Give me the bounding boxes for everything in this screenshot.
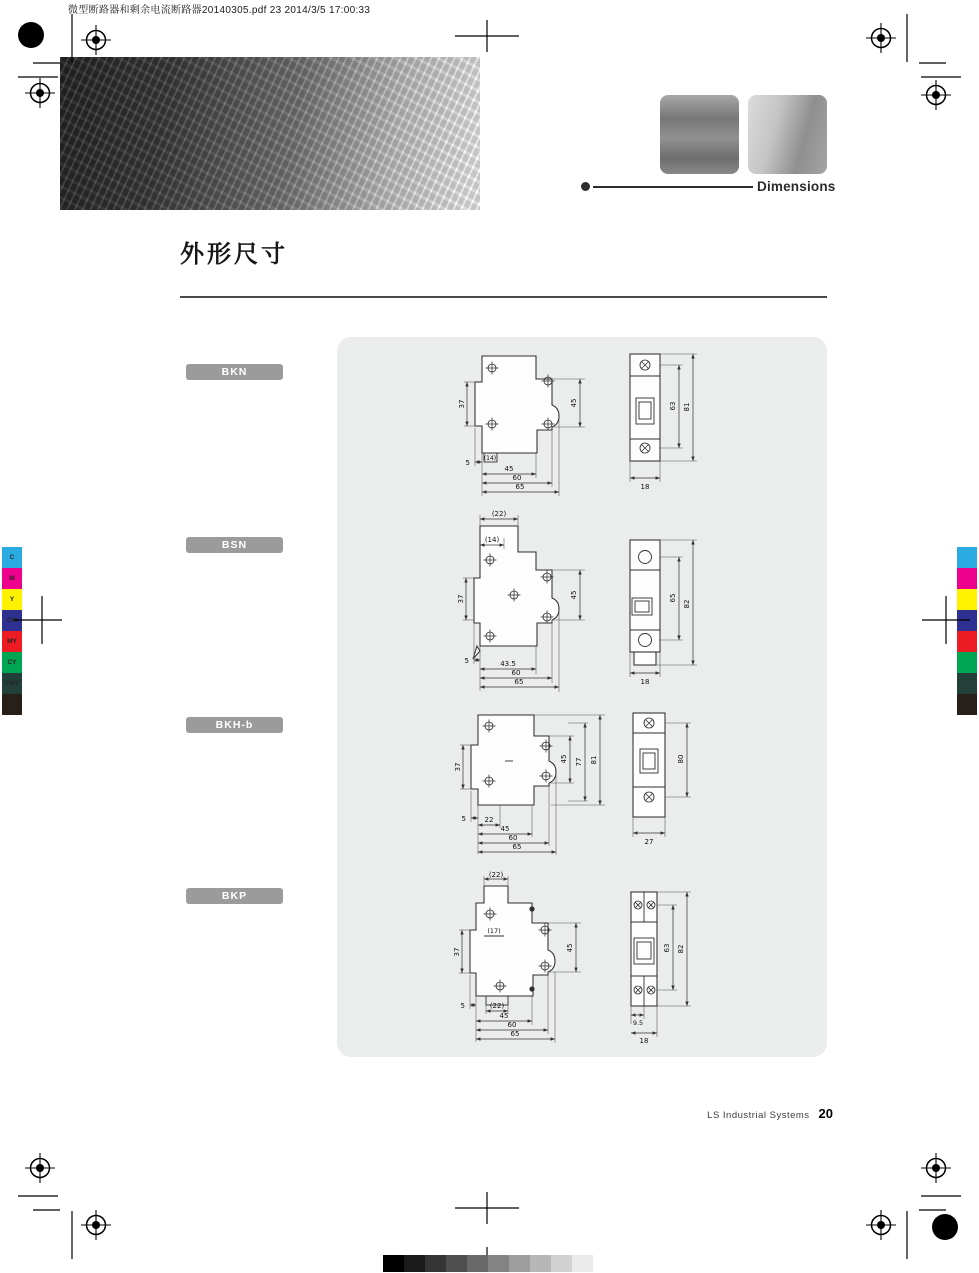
cmyk-color-bar-left (2, 547, 22, 715)
header-line (593, 186, 753, 188)
dim-label: 65 (515, 483, 525, 491)
grayscale-step (383, 1255, 404, 1272)
dim-label: 5 (461, 815, 466, 823)
color-swatch (957, 694, 977, 715)
grayscale-step (467, 1255, 488, 1272)
dim-label: 18 (639, 1037, 649, 1045)
dim-label: (22) (491, 510, 507, 518)
badge-bsn: BSN (186, 537, 283, 553)
dim-label: 37 (453, 947, 461, 957)
bkp-dimension-drawing (448, 870, 708, 1058)
dim-label: (22) (489, 1002, 505, 1010)
dim-label: 81 (590, 755, 598, 765)
page-number: 20 (818, 1106, 833, 1121)
color-swatch (2, 589, 22, 610)
bsn-front-view (473, 526, 559, 659)
bkn-side-view (630, 354, 660, 461)
badge-bkn: BKN (186, 364, 283, 380)
dim-label: 77 (575, 757, 583, 767)
dim-label: 81 (683, 402, 691, 412)
dim-label: 18 (640, 678, 650, 686)
dim-label: 45 (500, 825, 510, 833)
dim-label: 45 (560, 754, 568, 764)
grayscale-step (425, 1255, 446, 1272)
registration-target (921, 80, 951, 110)
dim-label: 65 (512, 843, 522, 851)
swatch-label: CM (6, 617, 18, 624)
dim-label: 9.5 (632, 1019, 644, 1027)
dimensions-section-header (581, 179, 836, 194)
dim-label: 45 (570, 398, 578, 408)
high-rise-building-photo (748, 95, 827, 174)
dim-label: (22) (488, 871, 504, 879)
pdf-file-info: 微型断路器和剩余电流断路器20140305.pdf 23 2014/3/5 17:00:33 (68, 5, 371, 16)
swatch-label: M (9, 575, 15, 582)
swatch-label: CMY (4, 680, 20, 687)
bkp-front-view (470, 886, 555, 1005)
grayscale-step (530, 1255, 551, 1272)
bsn-side-view (630, 540, 660, 665)
dim-label: (14) (483, 455, 497, 462)
grayscale-step (572, 1255, 593, 1272)
header-texture-image (60, 57, 480, 210)
color-swatch (957, 568, 977, 589)
grayscale-step (404, 1255, 425, 1272)
color-swatch (2, 568, 22, 589)
hillside-landscape-photo (660, 95, 739, 174)
color-swatch (957, 673, 977, 694)
swatch-label: K (9, 701, 15, 708)
color-swatch (2, 652, 22, 673)
page-footer (0, 1106, 833, 1121)
bullet-dot-icon (581, 182, 590, 191)
title-rule (180, 296, 827, 298)
color-swatch (957, 610, 977, 631)
dim-label: (14) (484, 536, 500, 544)
grayscale-calibration-strip (383, 1255, 593, 1272)
dim-label: 65 (514, 678, 524, 686)
grayscale-step (488, 1255, 509, 1272)
bkh-b-dimension-drawing (448, 701, 708, 866)
bkp-side-view (631, 892, 657, 1006)
dim-label: 82 (677, 944, 685, 954)
bkh-side-view (633, 713, 665, 817)
color-swatch (2, 610, 22, 631)
dim-label: 45 (566, 943, 574, 953)
bkn-front-view (475, 356, 559, 462)
corner-dot-mark (932, 1214, 958, 1240)
color-swatch (957, 652, 977, 673)
registration-target (81, 25, 111, 55)
dim-label: 45 (499, 1012, 509, 1020)
dim-label: 65 (669, 593, 677, 603)
footer-brand: LS Industrial Systems (707, 1110, 810, 1121)
dim-label: 60 (511, 669, 521, 677)
dim-label: 43.5 (500, 660, 516, 668)
dim-label: 82 (683, 599, 691, 609)
badge-bkh-b: BKH-b (186, 717, 283, 733)
badge-bkp: BKP (186, 888, 283, 904)
cmyk-color-bar-right (957, 547, 977, 715)
bsn-dimension-drawing (452, 508, 707, 697)
swatch-label: Y (9, 596, 15, 603)
dim-label: 60 (508, 834, 518, 842)
dim-label: 60 (512, 474, 522, 482)
color-swatch (2, 673, 22, 694)
color-swatch (2, 694, 22, 715)
swatch-label: CY (7, 659, 17, 666)
dim-label: 5 (464, 657, 469, 665)
page-title: 外形尺寸 (180, 241, 288, 268)
dim-label: 60 (507, 1021, 517, 1029)
bkn-dimension-drawing (452, 346, 707, 506)
bkh-front-view (471, 715, 556, 805)
dim-label: 65 (510, 1030, 520, 1038)
registration-target (25, 78, 55, 108)
dim-label: 22 (484, 816, 494, 824)
dim-label: 37 (458, 399, 466, 409)
corner-dot-mark (18, 22, 44, 48)
grayscale-step (446, 1255, 467, 1272)
dim-label: 27 (644, 838, 654, 846)
color-swatch (957, 631, 977, 652)
dim-label: 37 (454, 762, 462, 772)
registration-target (81, 1210, 111, 1240)
dim-label: 5 (465, 459, 470, 467)
color-swatch (2, 547, 22, 568)
registration-target (25, 1153, 55, 1183)
dim-label: 37 (457, 594, 465, 604)
construction-site-photo (572, 95, 651, 174)
color-swatch (957, 547, 977, 568)
dim-label: 80 (677, 754, 685, 764)
dim-label: 18 (640, 483, 650, 491)
color-swatch (2, 631, 22, 652)
dim-label: 45 (504, 465, 514, 473)
dim-label: 45 (570, 590, 578, 600)
registration-target (921, 1153, 951, 1183)
swatch-label: C (9, 554, 15, 561)
color-swatch (957, 589, 977, 610)
dim-label: 63 (669, 401, 677, 411)
section-label: Dimensions (757, 179, 836, 194)
dim-label: 5 (460, 1002, 465, 1010)
registration-target (866, 1210, 896, 1240)
grayscale-step (509, 1255, 530, 1272)
registration-target (866, 23, 896, 53)
grayscale-step (551, 1255, 572, 1272)
dim-label: (17) (487, 927, 501, 935)
dim-label: 63 (663, 943, 671, 953)
swatch-label: MY (7, 638, 17, 645)
